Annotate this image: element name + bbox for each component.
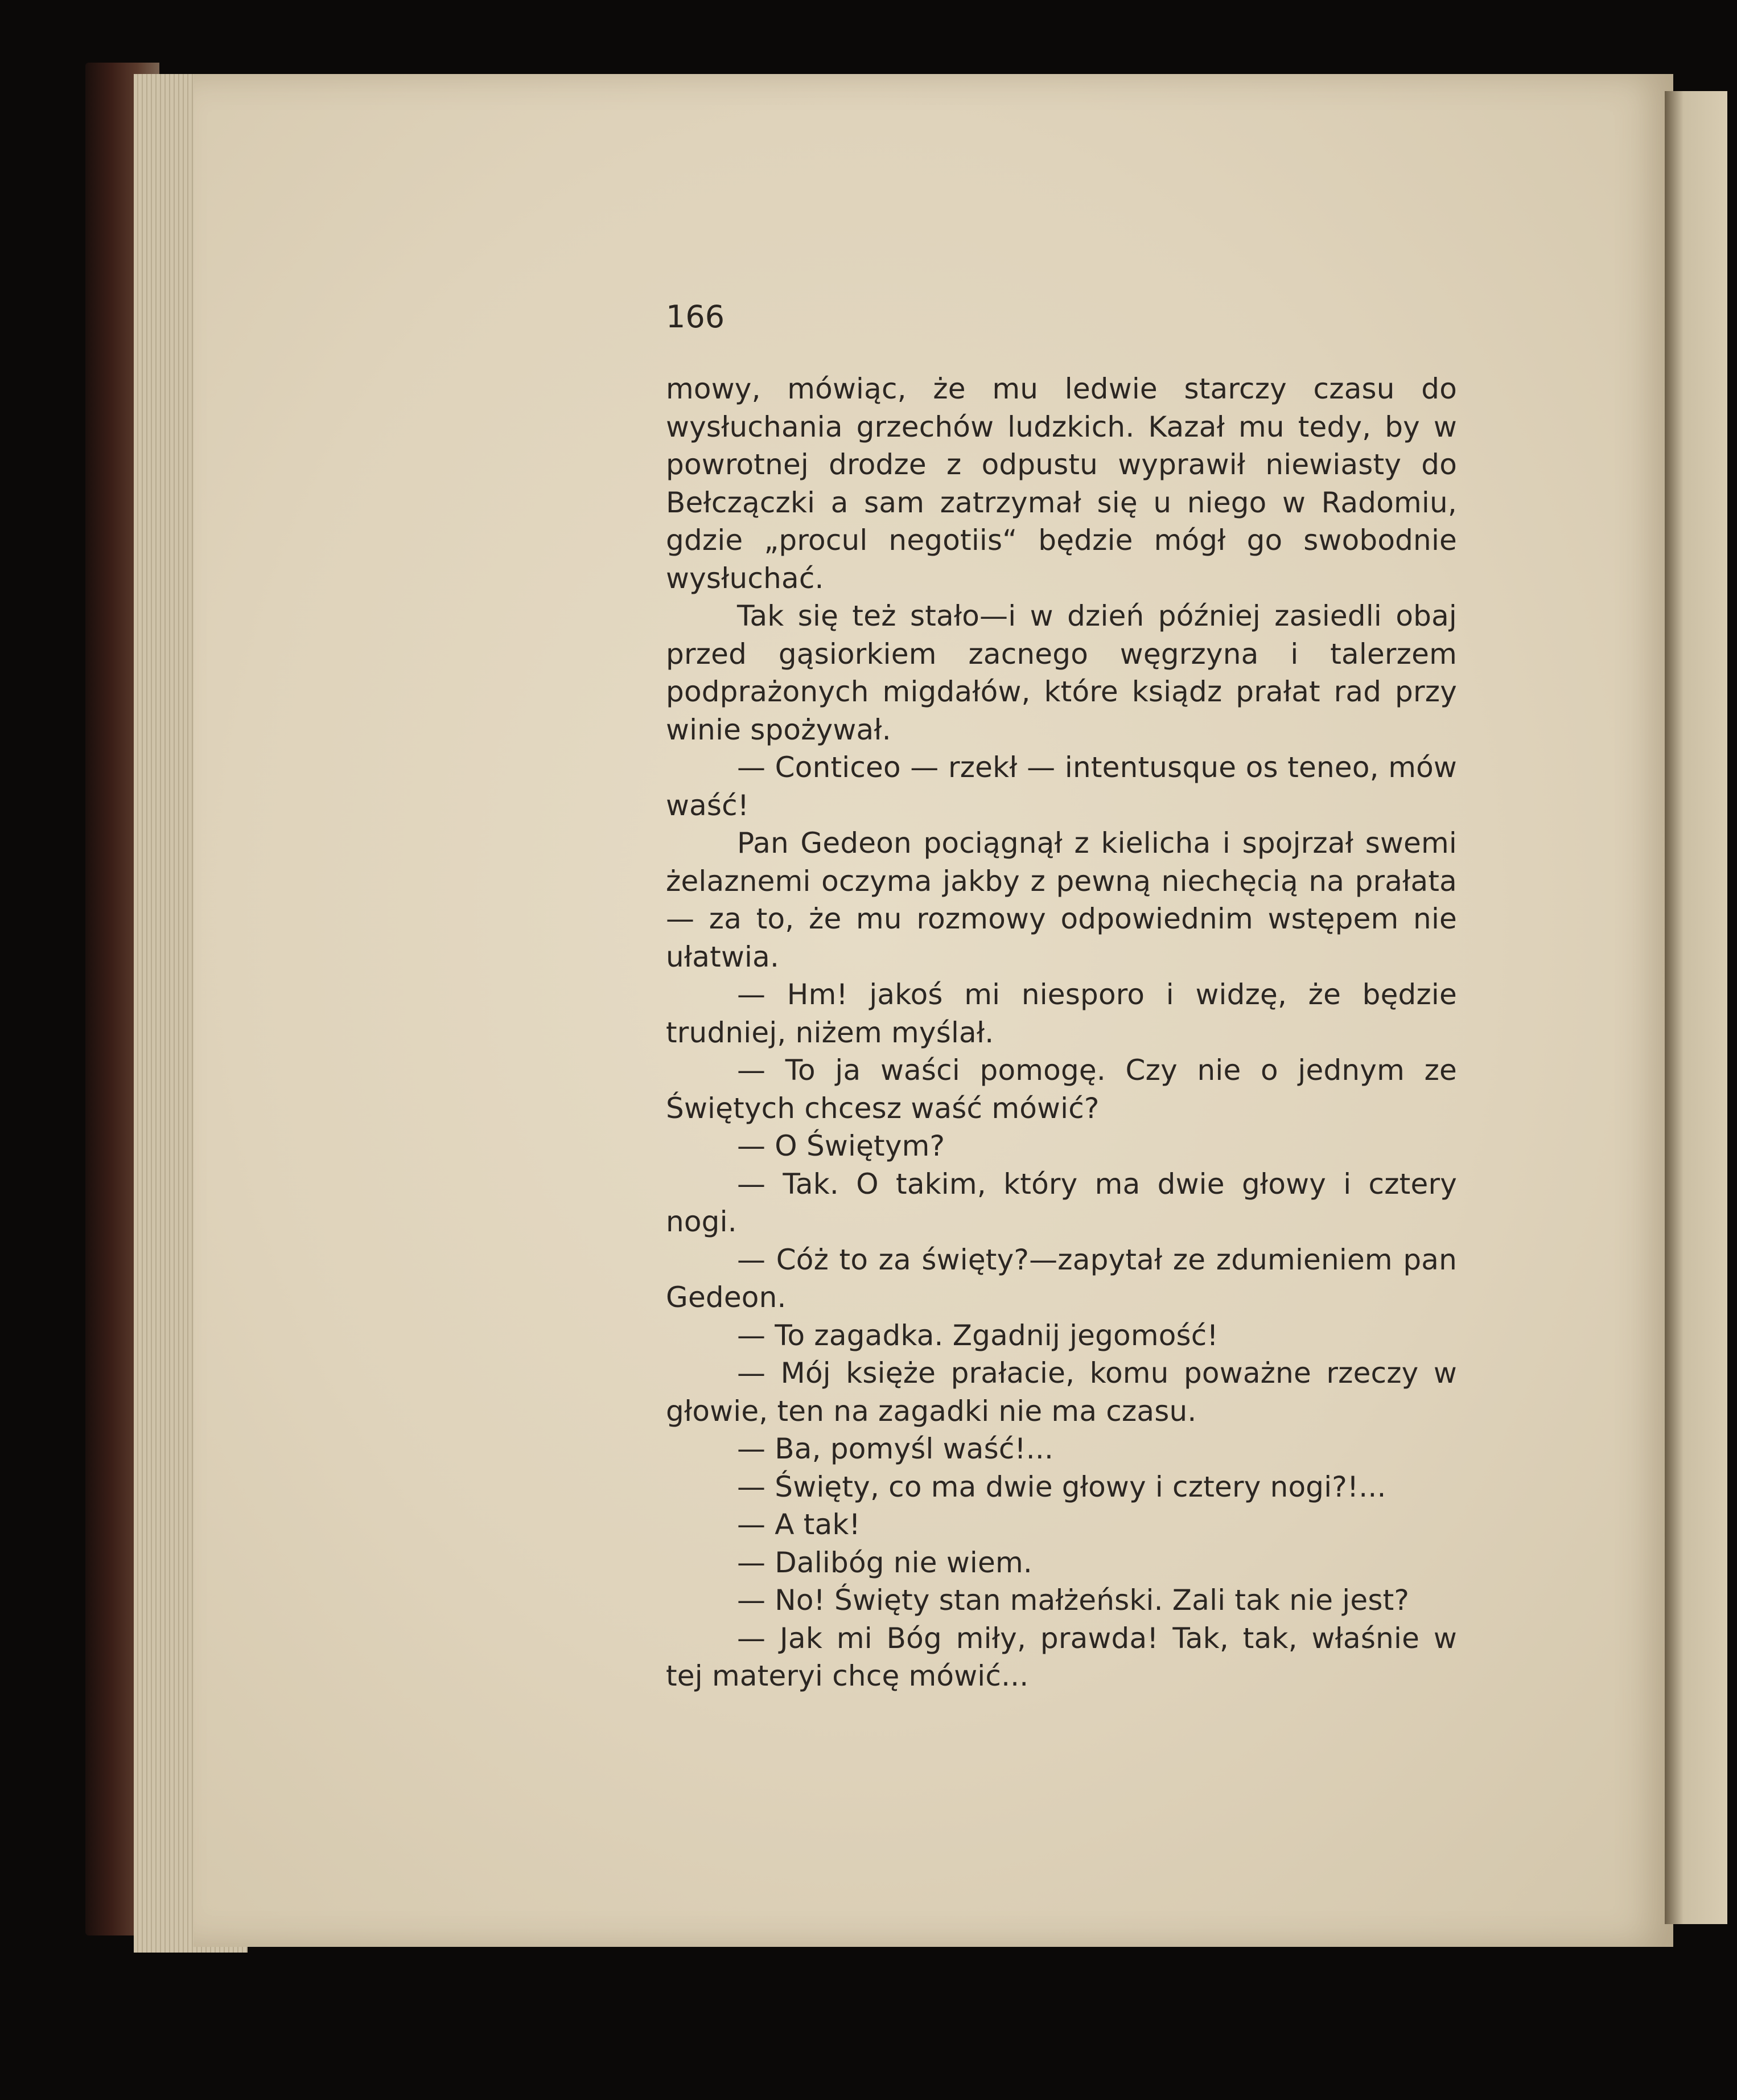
paragraph: — A tak! [737, 1508, 861, 1541]
paragraph: — Conticeo — rzekł — intentusque os teneo, mów waść! [666, 751, 1457, 822]
paragraph: — To zagadka. Zgadnij jegomość! [737, 1318, 1219, 1352]
paragraph: — Hm! jakoś mi niesporo i widzę, że będzie trudniej, niżem myślał. [666, 978, 1457, 1049]
paragraph: — Dalibóg nie wiem. [737, 1546, 1032, 1579]
paragraph: — No! Święty stan małżeński. Zali tak nie jest? [737, 1584, 1410, 1617]
facing-page-edge [1665, 91, 1727, 1924]
paragraph: — O Świętym? [737, 1129, 945, 1162]
page-number: 166 [666, 299, 725, 335]
paragraph: — Jak mi Bóg miły, prawda! Tak, tak, właśnie w tej materyi chcę mówić... [666, 1621, 1457, 1692]
paragraph: Pan Gedeon pociągnął z kielicha i spojrzał swemi żelaznemi oczyma jakby z pewną niechęcią na prałata — za to, że mu rozmowy odpowiednim wstępem nie ułatwia. [666, 827, 1457, 973]
paragraph: Tak się też stało—i w dzień później zasiedli obaj przed gąsiorkiem zacnego węgrzyna i talerzem podprażonych migdałów, które ksiądz prałat rad przy winie spożywał. [666, 599, 1457, 746]
paragraph: — Tak. O takim, który ma dwie głowy i cztery nogi. [666, 1167, 1457, 1238]
paragraph: — Mój księże prałacie, komu poważne rzeczy w głowie, ten na zagadki nie ma czasu. [666, 1357, 1457, 1428]
paragraph: — To ja waści pomogę. Czy nie o jednym ze Świętych chcesz waść mówić? [666, 1054, 1457, 1125]
paragraph: — Cóż to za święty?—zapytał ze zdumieniem pan Gedeon. [666, 1243, 1457, 1314]
page-text [666, 370, 1457, 1695]
paragraph: mowy, mówiąc, że mu ledwie starczy czasu do wysłuchania grzechów ludzkich. Kazał mu tedy, by w powrotnej drodze z odpustu wyprawił niewiasty do Bełczączki a sam zatrzymał się u niego w Radomiu, gdzie „procul negotiis“ będzie mógł go swobodnie wysłuchać. [666, 372, 1457, 595]
paragraph: — Ba, pomyśl waść!... [737, 1432, 1054, 1465]
paragraph: — Święty, co ma dwie głowy i cztery nogi?!... [737, 1470, 1386, 1503]
